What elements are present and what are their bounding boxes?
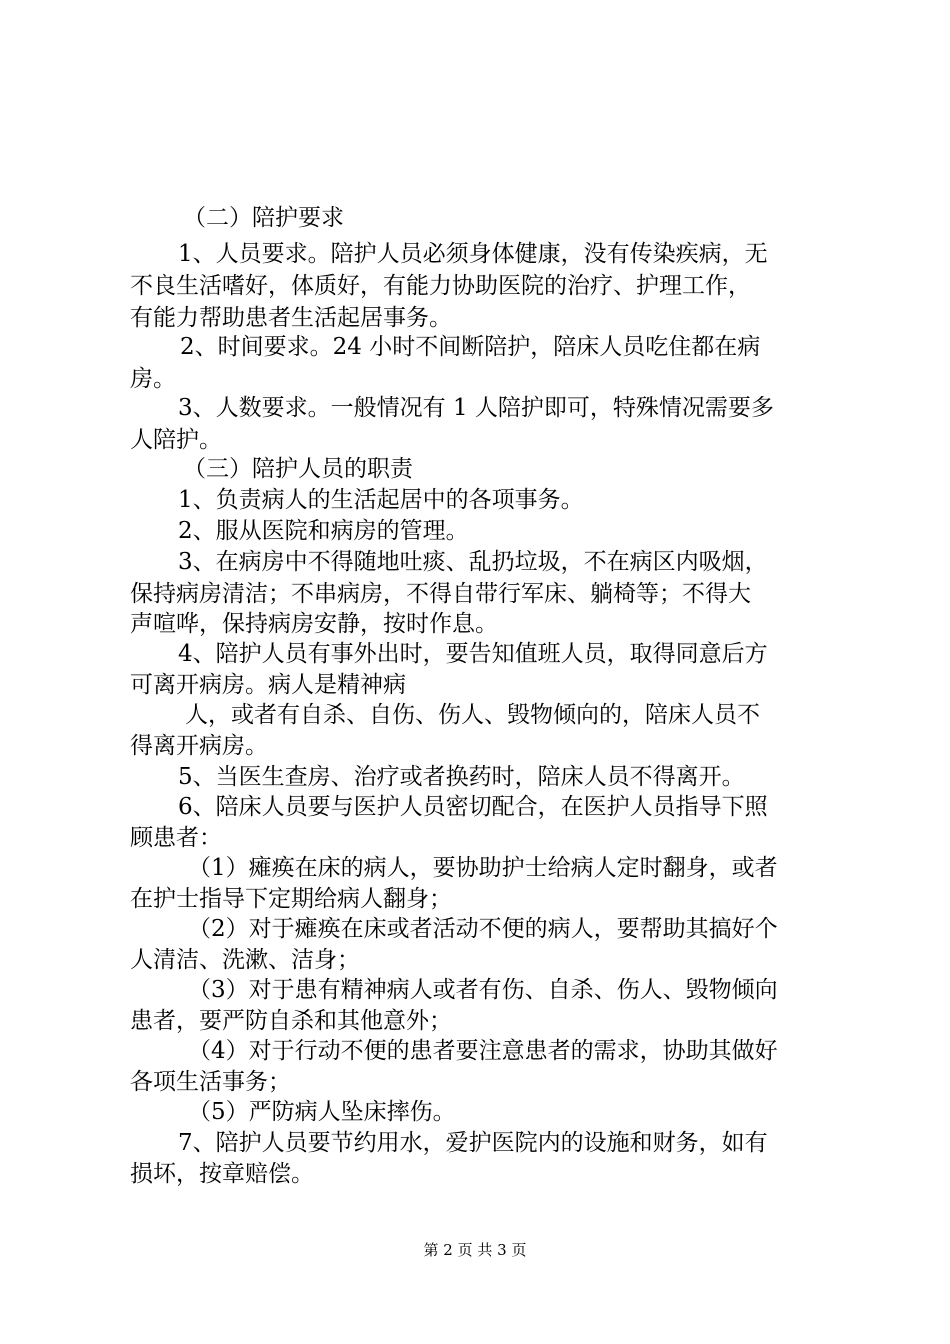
paragraph-line: 保持病房清洁；不串病房，不得自带行军床、躺椅等；不得大 [130,581,751,607]
paragraph-line: 人清洁、洗漱、洁身； [130,947,360,973]
paragraph-line: （4）对于行动不便的患者要注意患者的需求，协助其做好 [188,1038,778,1064]
paragraph-line: 不良生活嗜好，体质好，有能力协助医院的治疗、护理工作， [130,273,751,299]
paragraph-line: 7、陪护人员要节约用水，爱护医院内的设施和财务，如有 [178,1130,768,1156]
paragraph-line: 1、人员要求。陪护人员必须身体健康，没有传染疾病，无 [178,241,768,267]
paragraph-line: 1、负责病人的生活起居中的各项事务。 [178,487,584,513]
page-footer: 第 2 页 共 3 页 [423,1241,527,1259]
paragraph-line: 顾患者： [130,825,222,851]
paragraph-line: 得离开病房。 [130,733,268,759]
paragraph-line: 损坏，按章赔偿。 [130,1161,314,1187]
paragraph-line: （2）对于瘫痪在床或者活动不便的病人，要帮助其搞好个 [188,916,778,942]
paragraph-line: （1）瘫痪在床的病人，要协助护士给病人定时翻身，或者 [188,855,778,881]
paragraph-line: 5、当医生查房、治疗或者换药时，陪床人员不得离开。 [178,764,745,790]
paragraph-line: 2、时间要求。24 小时不间断陪护，陪床人员吃住都在病 [180,334,761,360]
section-heading: （三）陪护人员的职责 [183,456,413,482]
paragraph-line: 3、在病房中不得随地吐痰、乱扔垃圾，不在病区内吸烟， [178,549,768,575]
section-heading: （二）陪护要求 [183,205,344,231]
paragraph-line: 6、陪床人员要与医护人员密切配合，在医护人员指导下照 [178,794,768,820]
paragraph-line: 2、服从医院和病房的管理。 [178,518,469,544]
paragraph-line: 患者，要严防自杀和其他意外； [130,1008,452,1034]
paragraph-line: 各项生活事务； [130,1069,291,1095]
paragraph-line: 可离开病房。病人是精神病 [130,672,406,698]
paragraph-line: 有能力帮助患者生活起居事务。 [130,305,452,331]
paragraph-line: （3）对于患有精神病人或者有伤、自杀、伤人、毁物倾向 [188,977,778,1003]
paragraph-line: 人，或者有自杀、自伤、伤人、毁物倾向的，陪床人员不 [185,702,760,728]
paragraph-line: 人陪护。 [130,427,222,453]
paragraph-line: 在护士指导下定期给病人翻身； [130,886,452,912]
paragraph-line: 房。 [130,366,176,392]
paragraph-line: 声喧哗，保持病房安静，按时作息。 [130,611,498,637]
paragraph-line: （5）严防病人坠床摔伤。 [188,1099,456,1125]
paragraph-line: 3、人数要求。一般情况有 1 人陪护即可，特殊情况需要多 [178,395,774,421]
paragraph-line: 4、陪护人员有事外出时，要告知值班人员，取得同意后方 [178,641,768,667]
